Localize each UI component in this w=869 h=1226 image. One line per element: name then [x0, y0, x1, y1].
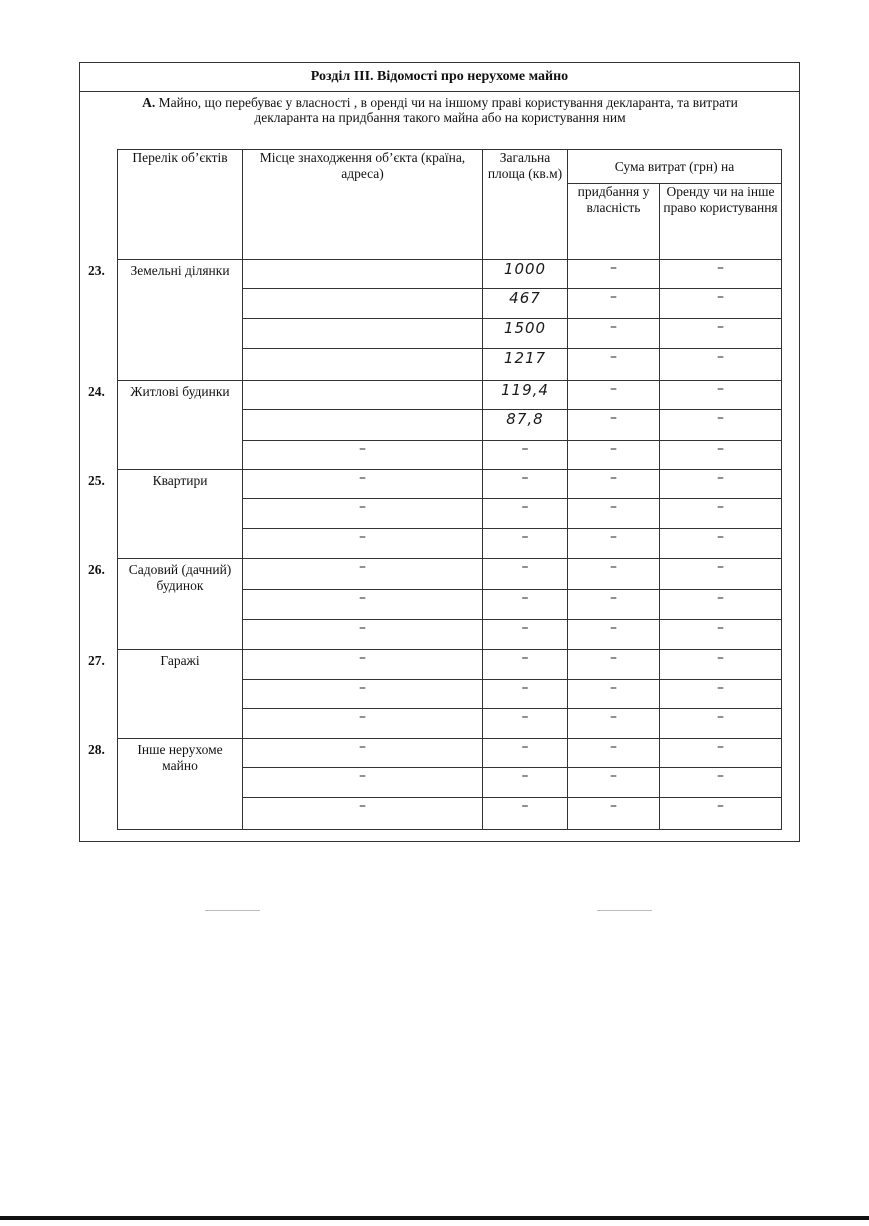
purchase-cell: [568, 529, 660, 559]
rent-cell-value: –: [717, 260, 724, 276]
purchase-cell-value: –: [610, 260, 617, 276]
location-cell: [243, 349, 483, 381]
rent-cell-value: –: [717, 410, 724, 426]
row-number: 27.: [88, 652, 105, 668]
purchase-cell-value: –: [610, 798, 617, 814]
location-cell: [243, 319, 483, 349]
location-cell: [243, 798, 483, 830]
purchase-cell: [568, 798, 660, 830]
area-cell: [483, 260, 568, 289]
purchase-cell: [568, 499, 660, 529]
rent-cell: [660, 289, 782, 319]
purchase-cell: [568, 470, 660, 499]
rent-cell: [660, 260, 782, 289]
row-number: 24.: [88, 383, 105, 399]
location-cell-value: –: [359, 529, 366, 545]
purchase-cell-value: –: [610, 529, 617, 545]
location-cell-value: –: [359, 620, 366, 636]
location-cell: [243, 410, 483, 441]
purchase-cell-value: –: [610, 768, 617, 784]
rent-cell-value: –: [717, 289, 724, 305]
rent-cell: [660, 410, 782, 441]
rent-cell-value: –: [717, 739, 724, 755]
area-cell-value: –: [521, 768, 529, 784]
location-cell: [243, 739, 483, 768]
subheading-text: Майно, що перебуває у власності , в оренді чи на іншому праві користування декларанта, та витрати декларанта на придбання такого майна або на користування ним: [155, 95, 738, 125]
location-cell-value: –: [359, 470, 366, 486]
purchase-cell-value: –: [610, 650, 617, 666]
area-cell-value: –: [521, 590, 529, 606]
rent-cell: [660, 620, 782, 650]
area-cell: [483, 289, 568, 319]
rent-cell: [660, 739, 782, 768]
area-cell: [483, 319, 568, 349]
rent-cell-value: –: [717, 768, 724, 784]
location-cell-value: –: [359, 650, 366, 666]
area-cell-value: 467: [509, 289, 541, 307]
area-cell: [483, 620, 568, 650]
scan-mark: [597, 910, 652, 911]
area-cell: [483, 739, 568, 768]
area-cell-value: –: [521, 739, 529, 755]
area-cell: [483, 410, 568, 441]
area-cell: [483, 470, 568, 499]
rent-cell-value: –: [717, 529, 724, 545]
purchase-cell-value: –: [610, 289, 617, 305]
purchase-cell-value: –: [610, 319, 617, 335]
rent-cell-value: –: [717, 319, 724, 335]
scan-mark: [205, 910, 260, 911]
object-label: Земельні ділянки: [118, 260, 243, 381]
header-location: Місце знаходження об’єкта (країна, адреса): [243, 150, 483, 260]
rent-cell-value: –: [717, 499, 724, 515]
table-row: [118, 381, 782, 410]
purchase-cell: [568, 410, 660, 441]
purchase-cell-value: –: [610, 620, 617, 636]
purchase-cell-value: –: [610, 470, 617, 486]
rent-cell: [660, 559, 782, 590]
row-number: 26.: [88, 561, 105, 577]
rent-cell: [660, 349, 782, 381]
location-cell: [243, 499, 483, 529]
location-cell-value: –: [359, 590, 366, 606]
rent-cell: [660, 441, 782, 470]
rent-cell-value: –: [717, 441, 724, 457]
rent-cell: [660, 529, 782, 559]
scan-bottom-edge: [0, 1216, 869, 1220]
area-cell: [483, 381, 568, 410]
area-cell-value: 1217: [503, 349, 547, 367]
purchase-cell: [568, 559, 660, 590]
location-cell: [243, 768, 483, 798]
rent-cell: [660, 381, 782, 410]
area-cell: [483, 590, 568, 620]
property-rows: [118, 260, 782, 830]
purchase-cell: [568, 620, 660, 650]
subheading-letter: А.: [142, 95, 156, 110]
purchase-cell-value: –: [610, 709, 617, 725]
header-objects: Перелік об’єктів: [118, 150, 243, 260]
section-title: Розділ ІІІ. Відомості про нерухоме майно: [79, 62, 800, 92]
area-cell-value: 87,8: [506, 410, 544, 428]
location-cell: [243, 470, 483, 499]
property-table: [117, 149, 782, 830]
rent-cell-value: –: [717, 590, 724, 606]
location-cell: [243, 680, 483, 709]
purchase-cell-value: –: [610, 349, 617, 365]
table-row: [118, 739, 782, 768]
location-cell: [243, 529, 483, 559]
location-cell-value: –: [359, 680, 366, 696]
purchase-cell-value: –: [610, 499, 617, 515]
purchase-cell: [568, 709, 660, 739]
purchase-cell: [568, 381, 660, 410]
purchase-cell: [568, 260, 660, 289]
area-cell-value: –: [521, 499, 529, 515]
area-cell-value: –: [521, 709, 529, 725]
area-cell-value: 1500: [503, 319, 547, 337]
location-cell: [243, 650, 483, 680]
area-cell: [483, 768, 568, 798]
area-cell-value: –: [521, 650, 529, 666]
area-cell-value: 119,4: [501, 381, 549, 399]
rent-cell: [660, 590, 782, 620]
location-cell-value: –: [359, 798, 366, 814]
location-cell-value: –: [359, 768, 366, 784]
object-label: Садовий (дачний) будинок: [118, 559, 243, 650]
rent-cell: [660, 470, 782, 499]
area-cell: [483, 798, 568, 830]
rent-cell-value: –: [717, 620, 724, 636]
object-label: Житлові будинки: [118, 381, 243, 470]
location-cell-value: –: [359, 441, 366, 457]
area-cell-value: –: [521, 798, 529, 814]
row-number: 25.: [88, 472, 105, 488]
rent-cell-value: –: [717, 349, 724, 365]
purchase-cell: [568, 739, 660, 768]
purchase-cell-value: –: [610, 410, 617, 426]
rent-cell-value: –: [717, 559, 724, 575]
purchase-cell: [568, 768, 660, 798]
area-cell-value: –: [521, 559, 529, 575]
location-cell: [243, 289, 483, 319]
area-cell: [483, 349, 568, 381]
location-cell: [243, 620, 483, 650]
area-cell-value: –: [521, 680, 529, 696]
location-cell: [243, 260, 483, 289]
header-rent: Оренду чи на інше право користування: [660, 184, 782, 260]
header-purchase: придбання у власність: [568, 184, 660, 260]
purchase-cell-value: –: [610, 559, 617, 575]
area-cell-value: 1000: [503, 260, 547, 278]
location-cell: [243, 441, 483, 470]
rent-cell-value: –: [717, 709, 724, 725]
object-label: Гаражі: [118, 650, 243, 739]
rent-cell-value: –: [717, 650, 724, 666]
rent-cell-value: –: [717, 381, 724, 397]
area-cell-value: –: [521, 529, 529, 545]
purchase-cell: [568, 319, 660, 349]
area-cell: [483, 499, 568, 529]
row-number: 23.: [88, 262, 105, 278]
location-cell-value: –: [359, 499, 366, 515]
location-cell-value: –: [359, 709, 366, 725]
purchase-cell-value: –: [610, 680, 617, 696]
area-cell: [483, 441, 568, 470]
rent-cell: [660, 499, 782, 529]
location-cell: [243, 709, 483, 739]
row-number: 28.: [88, 741, 105, 757]
area-cell-value: –: [521, 620, 529, 636]
rent-cell: [660, 798, 782, 830]
purchase-cell: [568, 590, 660, 620]
area-cell: [483, 680, 568, 709]
table-row: [118, 260, 782, 289]
section-subheading: [140, 95, 740, 125]
purchase-cell: [568, 441, 660, 470]
area-cell-value: –: [521, 470, 529, 486]
area-cell: [483, 529, 568, 559]
area-cell-value: –: [521, 441, 529, 457]
purchase-cell-value: –: [610, 739, 617, 755]
header-costs: Сума витрат (грн) на: [568, 150, 782, 184]
purchase-cell-value: –: [610, 381, 617, 397]
purchase-cell-value: –: [610, 590, 617, 606]
purchase-cell: [568, 680, 660, 709]
rent-cell: [660, 768, 782, 798]
location-cell: [243, 590, 483, 620]
location-cell-value: –: [359, 559, 366, 575]
rent-cell-value: –: [717, 798, 724, 814]
purchase-cell: [568, 650, 660, 680]
rent-cell: [660, 319, 782, 349]
object-label: Квартири: [118, 470, 243, 559]
table-row: [118, 559, 782, 590]
area-cell: [483, 559, 568, 590]
area-cell: [483, 650, 568, 680]
location-cell-value: –: [359, 739, 366, 755]
rent-cell: [660, 650, 782, 680]
header-area: Загальна площа (кв.м): [483, 150, 568, 260]
rent-cell-value: –: [717, 680, 724, 696]
table-row: [118, 650, 782, 680]
rent-cell: [660, 680, 782, 709]
purchase-cell-value: –: [610, 441, 617, 457]
object-label: Інше нерухоме майно: [118, 739, 243, 830]
location-cell: [243, 381, 483, 410]
table-row: [118, 470, 782, 499]
rent-cell-value: –: [717, 470, 724, 486]
purchase-cell: [568, 289, 660, 319]
purchase-cell: [568, 349, 660, 381]
rent-cell: [660, 709, 782, 739]
area-cell: [483, 709, 568, 739]
location-cell: [243, 559, 483, 590]
